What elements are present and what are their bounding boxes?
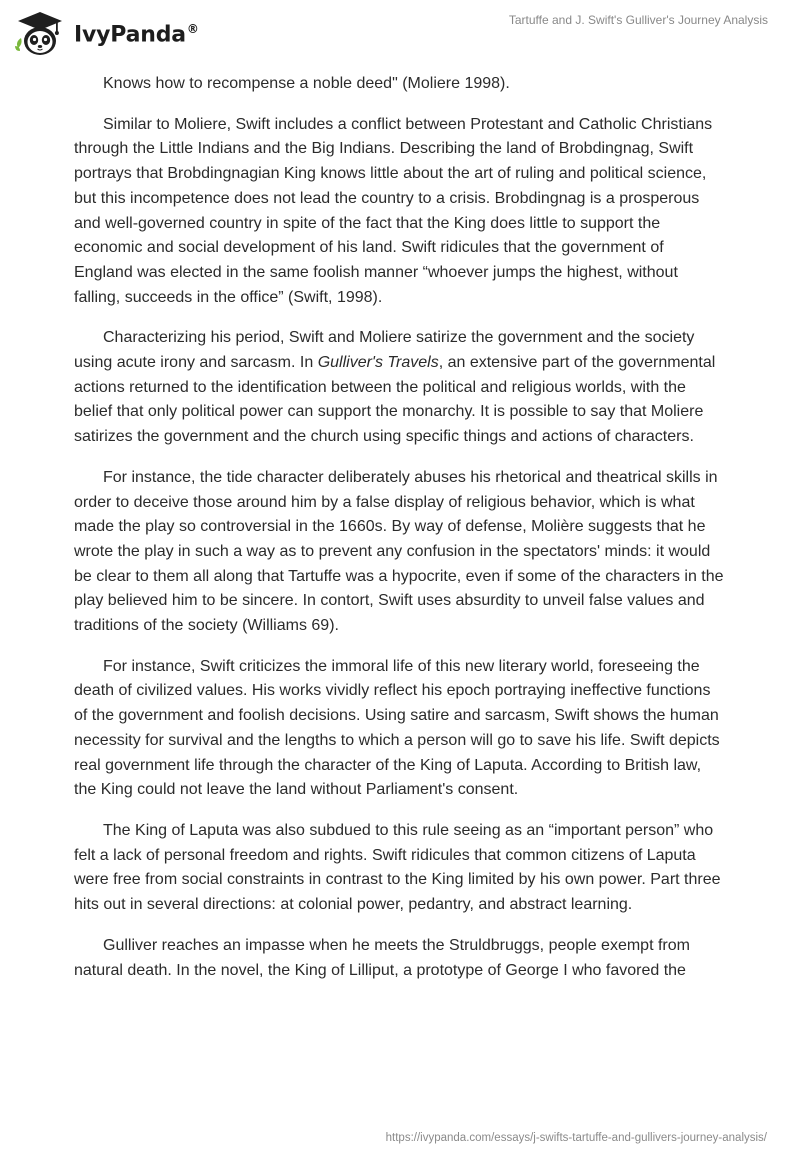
paragraph-3-before: Characterizing his period, Swift and Moliere satirize the government and the society using acute irony and sarcasm. In bbox=[74, 329, 695, 372]
brand-name-text: IvyPanda bbox=[74, 22, 186, 48]
paragraph-5: For instance, Swift criticizes the immoral life of this new literary world, foreseeing the death of civilized values. His works vividly reflect his epoch portraying ineffective functions of the government and foolish decisions. Using satire and sarcasm, Swift shows the human necessity for survival and the lengths to which a person will go to save his life. Swift depicts real government life through the character of the King of Laputa. According to British law, the King could not leave the land without Parliament's consent. bbox=[74, 657, 720, 799]
registered-mark: ® bbox=[186, 22, 199, 37]
panda-graduation-cap-icon bbox=[14, 10, 66, 58]
paragraph-2: Similar to Moliere, Swift includes a conflict between Protestant and Catholic Christians through the Little Indians and the Big Indians. Describing the land of Brobdingnag, Swift portrays that Brobdingnagian King knows little about the art of ruling and political science, but this incompetence does not lead the country to a crisis. Brobdingnag is a prosperous and well-governed country in spite of the fact that the King does little to support the economic and social development of his land. Swift ridicules that the government of England was elected in the same foolish manner “whoever jumps the highest, without falling, succeeds in the office” (Swift, 1998). bbox=[74, 115, 713, 306]
paragraph-7: Gulliver reaches an impasse when he meets the Struldbruggs, people exempt from natural death. In the novel, the King of Lilliput, a prototype of George I who favored the bbox=[74, 936, 690, 979]
ivypanda-logo[interactable] bbox=[14, 10, 199, 58]
brand-name bbox=[74, 22, 199, 47]
source-url[interactable]: https://ivypanda.com/essays/j-swifts-tartuffe-and-gullivers-journey-analysis/ bbox=[385, 1132, 767, 1144]
paragraph-4: For instance, the tide character deliberately abuses his rhetorical and theatrical skills in order to deceive those around him by a false display of religious behavior, which is what made the play so controversial in the 1660s. By way of defense, Molière suggests that he wrote the play in such a way as to prevent any confusion in the spectators' minds: it would be clear to them all along that Tartuffe was a hypocrite, even if some of the characters in the play believed him to be sincere. In contort, Swift uses absurdity to unveil false values and traditions of the society (Williams 69). bbox=[74, 468, 724, 635]
document-title: Tartuffe and J. Swift's Gulliver's Journey Analysis bbox=[508, 13, 768, 27]
book-title-italic: Gulliver's Travels bbox=[317, 354, 439, 372]
page-header bbox=[0, 0, 800, 70]
paragraph-1: Knows how to recompense a noble deed" (Moliere 1998). bbox=[103, 75, 510, 92]
paragraph-6: The King of Laputa was also subdued to this rule seeing as an “important person” who felt a lack of personal freedom and rights. Swift ridicules that common citizens of Laputa were free from social constraints in contrast to the King limited by his own power. Part three hits out in several directions: at colonial power, pedantry, and abstract learning. bbox=[74, 821, 721, 914]
paragraph-3 bbox=[74, 326, 726, 450]
essay-body bbox=[74, 72, 726, 999]
paragraph-3-after: , an extensive part of the governmental actions returned to the identification between the political and religious worlds, with the belief that only political power can support the monarchy. It is possible to say that Moliere satirizes the government and the church using specific things and actions of characters. bbox=[74, 354, 716, 446]
